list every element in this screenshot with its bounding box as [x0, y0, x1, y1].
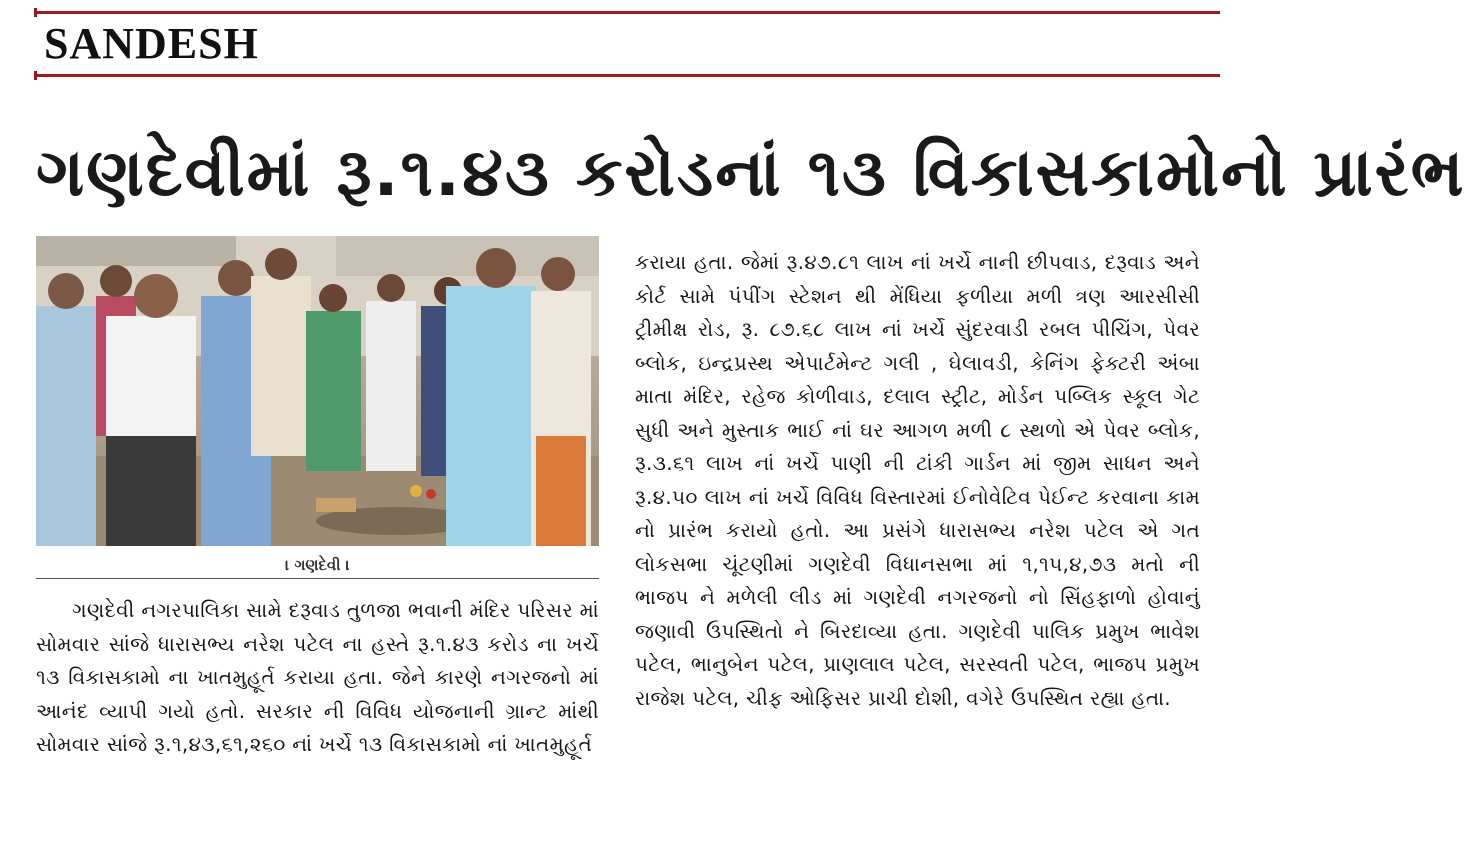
- article-headline: ગણદેવીમાં રૂ.૧.૪૩ કરોડનાં ૧૩ વિકાસકામોનો પ્રારંભ: [36, 134, 1466, 211]
- article-body-left-column: [36, 594, 599, 762]
- ceremony-photo-illustration: [36, 236, 599, 546]
- article-paragraph: કરાયા હતા. જેમાં રૂ.૪૭.૮૧ લાખ નાં ખર્ચે નાની છીપવાડ, દરૂવાડ અને કોર્ટ સામે પંપીંગ સ્ટેશન થી મેંધિયા ફળીયા મળી ત્રણ આરસીસી ટ્રીમીક્ષ રોડ, રૂ. ૮૭.૬૮ લાખ નાં ખર્ચે સુંદરવાડી રબલ પીચિંગ, પેવર બ્લોક, ઇન્દ્રપ્રસ્થ એપાર્ટમેન્ટ ગલી , ઘેલાવડી, કેનિંગ ફેક્ટરી અંબા માતા મંદિર, રહેજ કોળીવાડ, દલાલ સ્ટ્રીટ, મોર્ડન પબ્લિક સ્કૂલ ગેટ સુધી અને મુસ્તાક ભાઈ નાં ઘર આગળ મળી ૮ સ્થળો એ પેવર બ્લોક, રૂ.૩.૬૧ લાખ નાં ખર્ચે પાણી ની ટાંકી ગાર્ડન માં જીમ સાધન અને રૂ.૪.૫૦ લાખ નાં ખર્ચે વિવિધ વિસ્તારમાં ઈનોવેટિવ પેઈન્ટ કરવાના કામ નો પ્રારંભ કરાયો હતો. આ પ્રસંગે ધારાસભ્ય નરેશ પટેલ એ ગત લોકસભા ચૂંટણીમાં ગણદેવી વિધાનસભા માં ૧,૧૫,૪,૭૩ મતો ની ભાજપ ને મળેલી લીડ માં ગણદેવી નગરજનો નો સિંહફાળો હોવાનું જણાવી ઉપસ્થિતો ને બિરદાવ્યા હતા. ગણદેવી પાલિક પ્રમુખ ભાવેશ પટેલ, ભાનુબેન પટેલ, પ્રાણલાલ પટેલ, સરસ્વતી પટેલ, ભાજપ પ્રમુખ રાજેશ પટેલ, ચીફ ઓફિસર પ્રાચી દોશી, વગેરે ઉપસ્થિત રહ્યા હતા.: [635, 250, 1200, 710]
- photo-caption: । ગણદેવી ।: [285, 556, 350, 574]
- masthead-title: SANDESH: [44, 19, 259, 68]
- masthead-top-rule: [36, 11, 1220, 14]
- news-photo: [36, 236, 599, 546]
- article-paragraph: ગણદેવી નગરપાલિકા સામે દરૂવાડ તુળજા ભવાની મંદિર પરિસર માં સોમવાર સાંજે ધારાસભ્ય નરેશ પટેલ ના હસ્તે રૂ.૧.૪૩ કરોડ ના ખર્ચે ૧૩ વિકાસકામો ના ખાતમુહૂર્ત કરાયા હતા. જેને કારણે નગરજનો માં આનંદ વ્યાપી ગયો હતો. સરકાર ની વિવિધ યોજનાની ગ્રાન્ટ માંથી સોમવાર સાંજે રૂ.૧,૪૩,૬૧,૨૬૦ નાં ખર્ચે ૧૩ વિકાસકામો નાં ખાતમુહૂર્ત: [36, 598, 599, 756]
- caption-divider: [36, 578, 599, 579]
- article-body-right-column: [635, 246, 1200, 715]
- masthead-bottom-rule: [36, 74, 1220, 77]
